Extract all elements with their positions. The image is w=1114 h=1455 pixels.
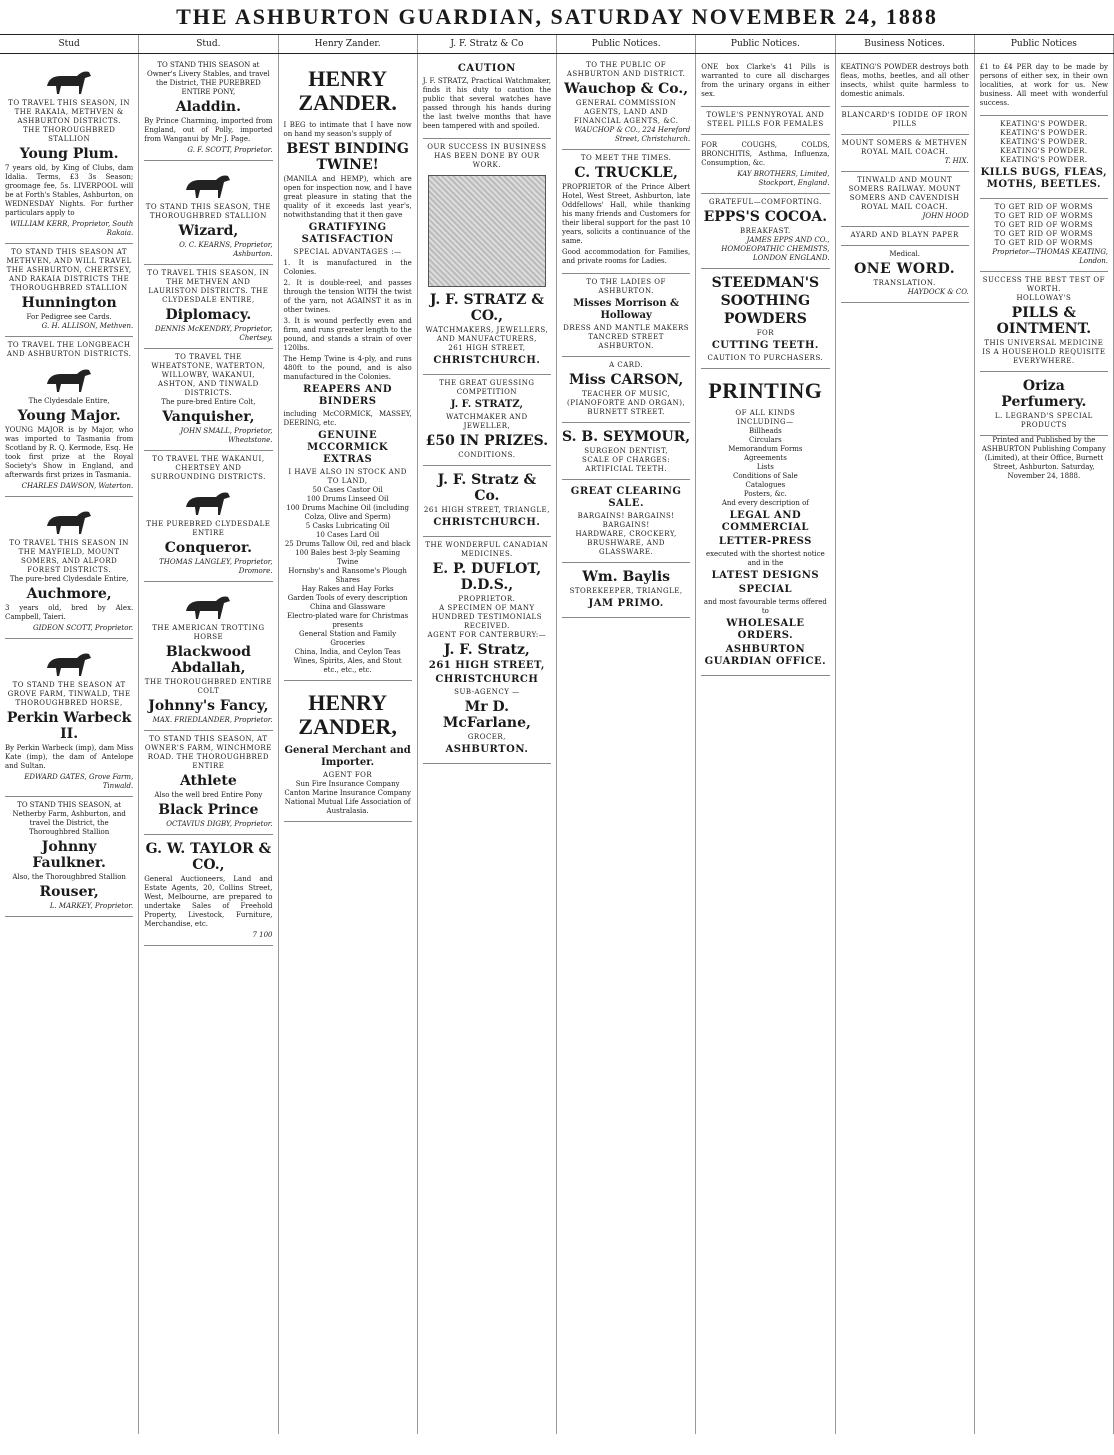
ad-jam: JAM PRIMO. <box>588 598 664 609</box>
ad-subagent-name: Mr D. McFarlane, <box>442 699 531 731</box>
stock-list <box>284 486 412 666</box>
ad-subtitle: SURGEON DENTIST, <box>584 447 668 455</box>
ad-title: STEEDMAN'S <box>711 275 820 291</box>
ad-title-2: Johnny's Fancy, <box>148 698 269 714</box>
ad-kay <box>701 135 829 194</box>
ad-board: Good accommodation for Families, and private rooms for Ladies. <box>562 248 691 265</box>
ad-signature: JOHN SMALL, Proprietor, Wheatstone. <box>180 427 273 444</box>
ad-powders: POWDERS <box>723 311 807 327</box>
horse-icon <box>39 646 99 678</box>
ad-legal: LEGAL AND COMMERCIAL <box>721 510 809 533</box>
ad-conditions: CONDITIONS. <box>458 451 516 459</box>
ad-intro: TO MEET THE TIMES. <box>580 154 672 162</box>
shopfront-illustration <box>428 175 545 287</box>
stock-item: 10 Cases Lard Oil <box>315 531 380 539</box>
ad-subtitle: WATCHMAKER AND JEWELLER, <box>446 413 528 430</box>
horse-icon <box>178 589 238 621</box>
stock-item: 100 Drums Linseed Oil <box>306 495 389 503</box>
ad-mount-somers-coach <box>841 135 969 172</box>
ad-letter: LETTER-PRESS <box>718 536 812 547</box>
ad-subtitle: General Merchant and Importer. <box>284 745 411 768</box>
ad-title: Miss CARSON, <box>569 372 684 388</box>
ad-keating-powder <box>841 57 969 107</box>
ad-perkin-warbeck <box>5 639 133 797</box>
ad-printing <box>701 369 829 676</box>
ad-title: Young Plum. <box>19 146 119 162</box>
ad-blackwood-abdallah <box>144 582 272 731</box>
ad-soothing: SOOTHING <box>720 293 811 309</box>
column-4 <box>418 54 557 1434</box>
ad-body: By Prince Charming, imported from England, out of Polly, imported from Wanganui by Mr J. Page. <box>144 117 273 143</box>
ad-every: And every description of <box>721 499 809 507</box>
ad-worms <box>980 199 1108 272</box>
ad-signature: DENNIS McKENDRY, Proprietor, Chertsey. <box>155 325 273 342</box>
ad-title: Perkin Warbeck II. <box>6 710 132 742</box>
ad-title: Athlete <box>179 773 237 789</box>
ad-intro: A CARD. <box>609 361 644 369</box>
ad-title: Wizard, <box>178 223 239 239</box>
ad-gratifying: GRATIFYING SATISFACTION <box>301 222 394 245</box>
ad-body: PROPRIETOR of the Prince Albert Hotel, West Street, Ashburton, late Oddfellows' Hall, while thanking his many friends and Customers for their liberal support for the past 10 years, solicits a continuance of the same. <box>562 183 691 245</box>
printing-item: Catalogues <box>745 481 786 489</box>
ad-favourable: and most favourable terms offered to <box>703 598 827 615</box>
ad-advantage-1: 1. It is manufactured in the Colonies. <box>283 259 412 276</box>
ad-office: ASHBURTON GUARDIAN OFFICE. <box>704 644 827 667</box>
ad-designs: LATEST DESIGNS <box>711 570 820 581</box>
ad-body: General Auctioneers, Land and Estate Agents, 20, Collins Street, West, Melbourne, are prepared to undertake Sales of Freehold Property, Livestock, Furniture, Merchandise, etc. <box>144 875 273 928</box>
column-3 <box>279 54 418 1434</box>
ad-signature: THOMAS LANGLEY, Proprietor, Dromore. <box>159 558 273 575</box>
column-header-stud-2: Stud. <box>139 35 278 53</box>
ad-signature: 7 100 <box>252 931 273 939</box>
ad-intro: TO TRAVEL THIS SEASON, IN THE RAKAIA, METHVEN & ASHBURTON DISTRICTS. <box>8 99 131 125</box>
ad-henry-zander-footer <box>284 681 412 822</box>
ad-subtitle: THIS UNIVERSAL MEDICINE IS A HOUSEHOLD REQUISITE EVERYWHERE. <box>982 339 1106 365</box>
ad-advantage-2: 2. It is double-reel, and passes through the tension WITH the twist of the yarn, not AGAINST it as in other twines. <box>283 279 412 314</box>
ad-genuine: GENUINE MCCORMICK EXTRAS <box>307 430 389 465</box>
ad-agent-address: 261 HIGH STREET, <box>428 660 545 671</box>
ad-body: YOUNG MAJOR is by Major, who was imported to Tasmania from Scotland by R. Q. Kermode, Esq. He took first prize at the Royal Society's Show in England, and afterwards first prizes in Tasmania. <box>5 426 134 479</box>
ad-executed: executed with the shortest notice and in the <box>705 550 825 567</box>
ad-johnny-faulkner <box>5 797 133 917</box>
ad-reapers: REAPERS AND BINDERS <box>303 384 393 407</box>
printing-item: Lists <box>756 463 774 471</box>
stock-item: General Station and Family Groceries <box>299 630 397 647</box>
ad-intro: TO THE LADIES OF ASHBURTON. <box>586 278 666 295</box>
ad-seymour <box>562 423 690 480</box>
ad-signature: Proprietor—THOMAS KEATING, London. <box>992 248 1108 265</box>
ad-title: Oriza Perfumery. <box>1001 378 1087 410</box>
ad-title: PRINTING <box>708 378 823 403</box>
ad-special: SPECIAL <box>738 584 793 595</box>
ad-title: GREAT CLEARING SALE. <box>570 486 682 509</box>
agency-item: Sun Fire Insurance Company <box>295 780 400 788</box>
stock-item: Wines, Spirits, Ales, and Stout <box>293 657 402 665</box>
ad-body: 7 years old, by King of Clubs, dam Idalia. Terms, £3 3s Season; groomage fee, 5s. LIVERPOOL will be at Forth's Stables, Ashburton, on WEDNESDAY Nights. For further particulars apply to <box>5 164 134 217</box>
ad-morrison-holloway <box>562 274 690 357</box>
ad-signature: GIDEON SCOTT, Proprietor. <box>32 624 134 632</box>
ad-canadian-medicines <box>423 537 551 764</box>
ad-blancard <box>841 107 969 135</box>
ad-subtitle: For Pedigree see Cards. <box>26 313 112 321</box>
ad-kills: KILLS BUGS, FLEAS, MOTHS, BEETLES. <box>980 167 1108 190</box>
ad-signature: L. MARKEY, Proprietor. <box>49 902 134 910</box>
ad-line: KEATING'S POWDER. <box>1000 156 1088 164</box>
ad-intro: TO STAND THIS SEASON, at Netherby Farm, Ashburton, and travel the District, the Thoroughbred Stallion <box>12 801 126 836</box>
ad-agent-city: CHRISTCHURCH <box>435 674 539 685</box>
ad-intro: THE GREAT GUESSING COMPETITION <box>439 379 535 396</box>
ad-tinwald-railway <box>841 172 969 227</box>
ad-subtitle: STOREKEEPER, TRIANGLE, <box>569 587 683 595</box>
ad-young-plum <box>5 57 133 244</box>
ad-intro: TO TRAVEL THE WHEATSTONE, WATERTON, WILLOWBY, WAKANUI, ASHTON, AND TINWALD DISTRICTS. <box>151 353 266 397</box>
ad-title: Auchmore, <box>26 586 112 602</box>
ad-intro: SUCCESS THE BEST TEST OF WORTH. <box>982 276 1106 293</box>
ad-signature: O. C. KEARNS, Proprietor, Ashburton. <box>179 241 273 258</box>
ad-body: £1 to £4 PER day to be made by persons of either sex, in their own localities, at work for us. New business. All meet with wonderful success. <box>979 63 1108 107</box>
ad-subtitle: The pure-bred Entire Colt, <box>161 398 256 406</box>
ad-subtitle: GENERAL COMMISSION AGENTS, LAND AND FINANCIAL AGENTS, &C. <box>573 99 679 125</box>
ad-guessing-competition <box>423 375 551 466</box>
horse-icon <box>178 168 238 200</box>
stock-item: Electro-plated ware for Christmas presents <box>287 612 409 629</box>
printing-item: Billheads <box>748 427 782 435</box>
ad-title: Vanquisher, <box>162 409 255 425</box>
ad-ashburton: ASHBURTON. <box>445 744 529 755</box>
ad-signature: KAY BROTHERS, Limited, Stockport, England. <box>737 170 830 187</box>
ad-title-2: Rouser, <box>39 884 99 900</box>
ad-henry-zander <box>284 57 412 681</box>
column-header-public: Public Notices. <box>557 35 696 53</box>
ad-name: HOLLOWAY'S <box>1016 294 1072 302</box>
ad-subtitle: Also the well bred Entire Pony <box>154 791 263 799</box>
ad-line: TO GET RID OF WORMS <box>994 239 1094 247</box>
ad-cutting: CUTTING TEETH. <box>711 340 819 351</box>
ad-keating-repeat <box>980 116 1108 199</box>
ad-stratz-shop <box>423 139 551 375</box>
stock-item: 25 Drums Tallow Oil, red and black <box>284 540 411 548</box>
ad-line: KEATING'S POWDER. <box>1000 138 1088 146</box>
ad-subagency: SUB-AGENCY — <box>454 688 520 696</box>
stock-item: 100 Drums Machine Oil (including Colza, Olive and Sperm) <box>286 504 409 521</box>
ad-mccormick: including McCORMICK, MASSEY, DEERING, etc. <box>283 410 412 427</box>
ad-charges: SCALE OF CHARGES: <box>582 456 671 464</box>
printing-item: Conditions of Sale <box>732 472 798 480</box>
column-header-business: Business Notices. <box>836 35 975 53</box>
ad-oriza <box>980 372 1108 436</box>
ad-wauchop <box>562 57 690 150</box>
horse-icon <box>39 504 99 536</box>
ad-aladdin <box>144 57 272 161</box>
ad-headline: BEST BINDING TWINE! <box>286 141 409 173</box>
ad-specimen: A SPECIMEN OF MANY HUNDRED TESTIMONIALS RECEIVED. <box>431 604 542 630</box>
ad-intro: TO THE PUBLIC OF ASHBURTON AND DISTRICT. <box>566 61 686 78</box>
ad-city: CHRISTCHURCH. <box>433 517 541 528</box>
ad-line: KEATING'S POWDER. <box>1000 129 1088 137</box>
stock-item: Garden Tools of every description <box>287 594 408 602</box>
ad-title: Wm. Baylis <box>582 569 671 585</box>
ad-translation: TRANSLATION. <box>873 279 936 287</box>
ad-subtitle: L. LEGRAND'S SPECIAL PRODUCTS <box>994 412 1093 429</box>
ad-signature: OCTAVIUS DIGBY, Proprietor. <box>166 820 273 828</box>
ad-title: Hunnington <box>21 295 117 311</box>
ad-intro: TO TRAVEL THE LONGBEACH AND ASHBURTON DISTRICTS. <box>6 341 132 358</box>
ad-auchmore <box>5 497 133 639</box>
ad-title: Misses Morrison & Holloway <box>573 298 679 321</box>
ad-line: TO GET RID OF WORMS <box>994 230 1094 238</box>
ad-clearing-sale <box>562 480 690 563</box>
ad-city: CHRISTCHURCH. <box>433 355 541 366</box>
ad-etc: etc., etc., etc. <box>323 666 372 674</box>
printing-item: Circulars <box>749 436 782 444</box>
ad-intro: TO STAND THIS SEASON at Owner's Livery Stables, and travel the District, THE PUREBRED ENTIRE PONY, <box>147 61 270 96</box>
ad-title: MOUNT SOMERS & METHVEN ROYAL MAIL COACH. <box>841 139 968 156</box>
ad-intro: TO TRAVEL THIS SEASON IN THE MAYFIELD, MOUNT SOMERS, AND ALFORD FOREST DISTRICTS. <box>9 539 129 574</box>
ad-intro: TO TRAVEL THE WAKANUI, CHERTSEY AND SURROUNDING DISTRICTS. <box>150 455 266 481</box>
ad-title: EPPS'S COCOA. <box>703 209 828 225</box>
ad-carson <box>562 357 690 423</box>
ad-caption: OUR SUCCESS IN BUSINESS HAS BEEN DONE BY OUR WORK. <box>427 143 547 169</box>
ad-medical <box>841 246 969 303</box>
ad-title: C. TRUCKLE, <box>574 165 678 181</box>
ad-special: SPECIAL ADVANTAGES :— <box>293 248 402 256</box>
ad-title: ONE WORD. <box>854 261 956 277</box>
agency-item: Canton Marine Insurance Company <box>284 789 411 797</box>
column-header-stud: Stud <box>0 35 139 53</box>
ad-address: 261 HIGH STREET, TRIANGLE, <box>423 506 550 514</box>
ad-title: BLANCARD'S IODIDE OF IRON PILLS <box>841 111 968 128</box>
ad-intro: GRATEFUL—COMFORTING. <box>708 198 822 206</box>
ad-address: 261 HIGH STREET, <box>448 344 526 352</box>
ad-intro: TO TRAVEL THIS SEASON, IN THE METHVEN AND LAURISTON DISTRICTS. THE CLYDESDALE ENTIRE, <box>147 269 270 304</box>
ad-title: Diplomacy. <box>165 307 252 323</box>
ad-intro: TO STAND THIS SEASON, AT OWNER'S FARM, WINCHMORE ROAD. THE THOROUGHBRED ENTIRE <box>144 735 272 770</box>
ad-body: J. F. STRATZ, Practical Watchmaker, finds it his duty to caution the public that several watches have passed through his hands during the last twelve months that have been tampered with and spoiled. <box>422 77 551 130</box>
ad-conqueror <box>144 451 272 582</box>
ad-paper <box>841 227 969 246</box>
ad-title: HENRY ZANDER. <box>298 66 397 115</box>
ad-subtitle: THE THOROUGHBRED ENTIRE COLT <box>144 678 272 695</box>
ad-baylis <box>562 563 690 618</box>
printing-item: Agreements <box>743 454 787 462</box>
ad-title: HENRY ZANDER, <box>298 690 397 739</box>
ad-line: TO GET RID OF WORMS <box>994 212 1094 220</box>
column-6 <box>696 54 835 1434</box>
ad-agent: AGENT FOR <box>323 771 373 779</box>
ad-holloway <box>980 272 1108 372</box>
ad-subtitle: The Clydesdale Entire, <box>28 397 110 405</box>
ad-athlete <box>144 731 272 835</box>
ad-subtitle: PROPRIETOR. <box>458 595 516 603</box>
ad-title: S. B. SEYMOUR, <box>562 429 691 445</box>
ad-agent-name: J. F. Stratz, <box>443 642 530 658</box>
ad-clarke <box>701 57 829 107</box>
stock-item: Hornsby's and Ransome's Plough Shares <box>288 567 407 584</box>
masthead: THE ASHBURTON GUARDIAN, SATURDAY NOVEMBER 24, 1888 <box>0 0 1114 35</box>
ad-subtitle: THE THOROUGHBRED STALLION <box>22 126 116 143</box>
ad-title: Wauchop & Co., <box>564 81 689 97</box>
ad-wholesale: WHOLESALE ORDERS. <box>726 618 805 641</box>
horse-icon <box>39 362 99 394</box>
ad-body: FOR COUGHS, COLDS, BRONCHITIS, Asthma, Influenza, Consumption, &c. <box>701 141 830 167</box>
ad-body: KEATING'S POWDER destroys both fleas, moths, beetles, and all other insects, whilst quite harmless to domestic animals. <box>840 63 969 98</box>
ad-signature: EDWARD GATES, Grove Farm, Tinwald. <box>24 773 134 790</box>
ad-title: Blackwood Abdallah, <box>165 644 251 676</box>
ad-hemp: The Hemp Twine is 4-ply, and runs 480ft to the pound, and is also manufactured in the Colonies. <box>283 355 412 381</box>
ad-title: CAUTION <box>457 63 516 74</box>
ad-title: J. F. STRATZ & CO., <box>429 292 544 324</box>
ad-address: BURNETT STREET. <box>587 408 665 416</box>
ad-signature: CHARLES DAWSON, Waterton. <box>21 482 134 490</box>
ad-truckle <box>562 150 690 274</box>
ad-title: Conqueror. <box>164 540 252 556</box>
ad-title: TINWALD AND MOUNT SOMERS RAILWAY. MOUNT SOMERS AND CAVENDISH ROYAL MAIL COACH. <box>848 176 961 211</box>
ad-title: E. P. DUFLOT, D.D.S., <box>432 561 542 593</box>
ad-intro: TO STAND THIS SEASON, THE THOROUGHBRED STALLION <box>145 203 272 220</box>
ad-subtitle: DRESS AND MANTLE MAKERS TANCRED STREET ASHBURTON. <box>563 324 690 350</box>
horse-icon <box>178 485 238 517</box>
ad-vanquisher <box>144 349 272 451</box>
ad-body: (MANILA and HEMP), which are open for inspection now, and I have great pleasure in stating that the quality of it exceeds last year's, notwithstanding that it then gave <box>283 175 412 219</box>
ad-advantage-3: 3. It is wound perfectly even and firm, and runs greater length to the pound, and stands a strain of over 120lbs. <box>283 317 412 352</box>
column-headers <box>0 35 1114 54</box>
ad-caution <box>423 57 551 139</box>
ad-intro: THE WONDERFUL CANADIAN MEDICINES. <box>425 541 549 558</box>
ad-section: Medical. <box>889 250 920 258</box>
ad-body: ONE box Clarke's 41 Pills is warranted to cure all discharges from the urinary organs in either sex. <box>701 63 830 98</box>
ad-signature: G. F. SCOTT, Proprietor. <box>187 146 273 154</box>
ad-signature: MAX. FRIEDLANDER, Proprietor. <box>152 716 273 724</box>
ad-trade: WATCHMAKERS, JEWELLERS, AND MANUFACTURERS, <box>425 326 549 343</box>
ad-stock: HARDWARE, CROCKERY, BRUSHWARE, AND GLASSWARE. <box>575 530 677 556</box>
column-header-public-3: Public Notices <box>975 35 1114 53</box>
printing-item: Posters, &c. <box>743 490 787 498</box>
ad-line: KEATING'S POWDER. <box>1000 120 1088 128</box>
ad-epps <box>701 194 829 269</box>
column-2 <box>139 54 278 1434</box>
ad-subtitle: The pure-bred Clydesdale Entire, <box>9 575 129 583</box>
ad-title: G. W. TAYLOR & CO., <box>145 841 272 873</box>
ad-title: TOWLE'S PENNYROYAL AND STEEL PILLS FOR FEMALES <box>706 111 825 128</box>
ad-subtitle: BREAKFAST. <box>739 227 791 235</box>
ad-bargains: BARGAINS! BARGAINS! BARGAINS! <box>577 512 675 529</box>
ad-signature: WILLIAM KERR, Proprietor, South Rakaia. <box>10 220 134 237</box>
stock-item: China and Glassware <box>310 603 386 611</box>
ad-prizes: £50 IN PRIZES. <box>425 433 549 449</box>
ad-title-2: Black Prince <box>158 802 259 818</box>
ad-line: KEATING'S POWDER. <box>1000 147 1088 155</box>
ad-stratz-2 <box>423 466 551 537</box>
column-1 <box>0 54 139 1434</box>
ad-wizard <box>144 161 272 265</box>
ad-stock: I HAVE ALSO IN STOCK AND TO LAND, <box>288 468 407 485</box>
column-header-public-2: Public Notices. <box>696 35 835 53</box>
ad-artificial: ARTIFICIAL TEETH. <box>585 465 667 473</box>
column-header-zander: Henry Zander. <box>279 35 418 53</box>
ad-body: 3 years old, bred by Alex. Campbell, Taieri. <box>5 604 134 621</box>
ad-subtitle: TEACHER OF MUSIC, (PIANOFORTE AND ORGAN), <box>567 390 686 407</box>
ad-title: Johnny Faulkner. <box>32 839 106 871</box>
ad-signature: JAMES EPPS AND CO., HOMOEOPATHIC CHEMISTS, LONDON ENGLAND. <box>721 236 830 262</box>
ad-including: INCLUDING— <box>737 418 794 426</box>
ad-title: J. F. Stratz & Co. <box>437 472 537 504</box>
ad-subtitle: THE PUREBRED CLYDESDALE ENTIRE <box>146 520 271 537</box>
ad-intro: TO STAND THE SEASON AT GROVE FARM, TINWALD, THE THOROUGHBRED HORSE, <box>7 681 131 707</box>
ad-subtitle: OF ALL KINDS <box>735 409 796 417</box>
ad-signature: HAYDOCK & CO. <box>907 288 969 296</box>
ad-title: AYARD AND BLAYN PAPER <box>850 231 959 239</box>
agency-item: National Mutual Life Association of Australasia. <box>284 798 411 815</box>
ad-caution: CAUTION TO PURCHASERS. <box>707 354 824 362</box>
ad-intro: THE AMERICAN TROTTING HORSE <box>152 624 265 641</box>
stock-item: China, India, and Ceylon Teas <box>294 648 401 656</box>
imprint: Printed and Published by the ASHBURTON Publishing Company (Limited), at their Office, Burnett Street, Ashburton. Saturday, November 24, 1888. <box>981 436 1106 480</box>
stock-item: 5 Casks Lubricating Oil <box>305 522 390 530</box>
ad-title: Young Major. <box>17 408 121 424</box>
ad-signature: JOHN HOOD <box>922 212 969 220</box>
ad-signature: G. H. ALLISON, Methven. <box>41 322 134 330</box>
ad-signature: WAUCHOP & CO., 224 Hereford Street, Christchurch. <box>574 126 691 143</box>
column-8 <box>975 54 1114 1434</box>
stock-item: 50 Cases Castor Oil <box>312 486 383 494</box>
ad-title: J. F. STRATZ, <box>450 399 523 410</box>
ad-agent: AGENT FOR CANTERBURY:— <box>427 631 547 639</box>
ad-towle <box>701 107 829 135</box>
ad-title: Aladdin. <box>175 99 241 115</box>
ad-line: TO GET RID OF WORMS <box>994 221 1094 229</box>
column-header-stratz: J. F. Stratz & Co <box>418 35 557 53</box>
column-5 <box>557 54 696 1434</box>
ad-steedman <box>701 269 829 369</box>
stock-item: 100 Bales best 3-ply Seaming Twine <box>295 549 401 566</box>
ad-for: FOR <box>756 329 775 337</box>
stock-item: Hay Rakes and Hay Forks <box>301 585 394 593</box>
horse-icon <box>39 64 99 96</box>
ad-intro: I BEG to intimate that I have now on hand my season's supply of <box>283 121 412 138</box>
ad-young-major <box>5 337 133 497</box>
ad-line: TO GET RID OF WORMS <box>994 203 1094 211</box>
printing-item: Memorandum Forms <box>728 445 803 453</box>
ad-hunnington <box>5 244 133 337</box>
ad-signature: T. HIX. <box>944 157 969 165</box>
ad-taylor <box>144 835 272 946</box>
ad-subtitle: Also, the Thoroughbred Stallion <box>12 873 126 881</box>
column-7 <box>836 54 975 1434</box>
ad-title: PILLS & OINTMENT. <box>996 305 1092 337</box>
ad-body: By Perkin Warbeck (imp), dam Miss Kate (imp), the dam of Antelope and Sultan. <box>5 744 134 770</box>
ad-intro: TO STAND THIS SEASON AT METHVEN, AND WILL TRAVEL THE ASHBURTON, CHERTSEY, AND RAKAIA DISTRICTS THE THOROUGHBRED STALLION <box>6 248 132 292</box>
ad-diplomacy <box>144 265 272 349</box>
ad-grocer: GROCER, <box>467 733 506 741</box>
ad-money <box>980 57 1108 116</box>
